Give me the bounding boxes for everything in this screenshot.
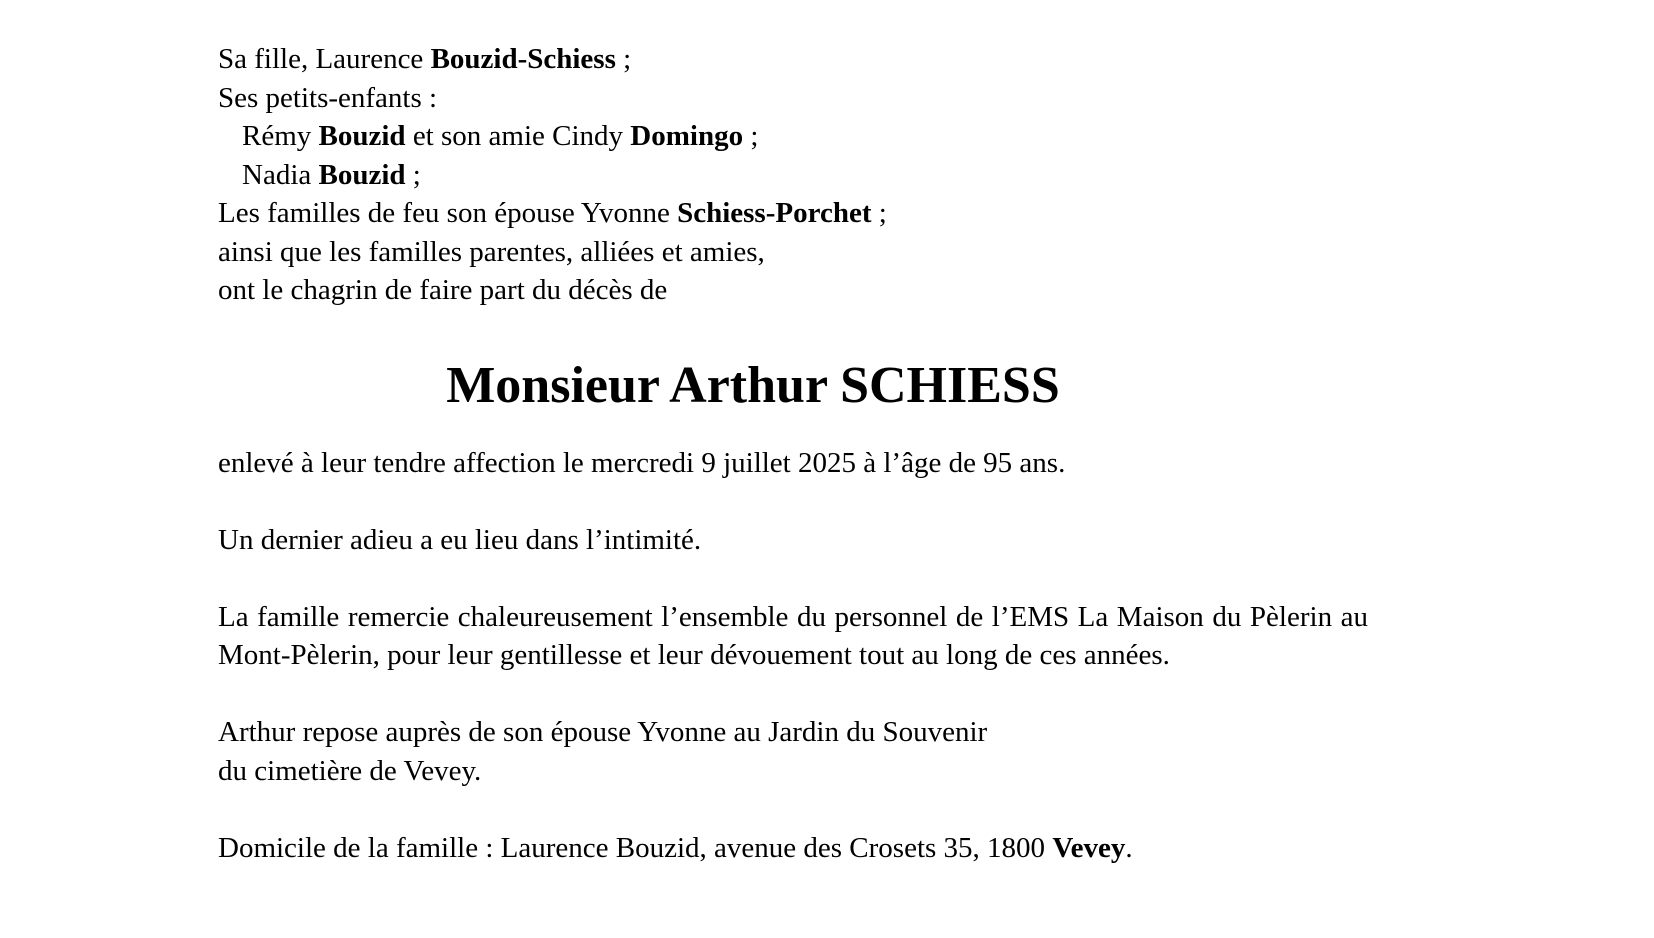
rest-line-1: Arthur repose auprès de son épouse Yvonne au Jardin du Souvenir [218,716,988,748]
passing-line: enlevé à leur tendre affection le mercredi 9 juillet 2025 à l’âge de 95 ans. [218,446,1066,479]
spouse-families-prefix: Les familles de feu son épouse Yvonne [218,197,678,229]
daughter-name: Bouzid-Schiess [430,43,616,75]
domicile-line [218,829,1368,868]
relatives-line: ainsi que les familles parentes, alliées et amies, [218,235,765,268]
grandchild2-suffix: ; [405,158,421,191]
spacer [218,675,1368,714]
grandchild1-mid: et son amie Cindy [405,120,631,152]
thanks-paragraph: La famille remercie chaleureusement l’ensemble du personnel de l’EMS La Maison du Pèlerin au Mont-Pèlerin, pour leur gentillesse et leur dévouement tout au long de ces années. [218,600,1368,671]
grandchild-line-2 [218,156,1368,195]
domicile-prefix: Domicile de la famille : Laurence Bouzid, avenue des Crosets 35, 1800 [218,831,1053,864]
farewell-line: Un dernier adieu a eu lieu dans l’intimité. [218,523,702,556]
grandchild-line-1 [218,117,1368,156]
spouse-families-line [218,194,1368,233]
obituary-notice [218,40,1368,867]
domicile-suffix: . [1125,831,1133,864]
daughter-line [218,40,1368,79]
spouse-families-name: Schiess-Porchet [677,197,872,229]
grandchild1-last: Bouzid [318,120,406,152]
spouse-families-suffix: ; [871,197,887,229]
grandchild2-first: Nadia [242,158,319,191]
daughter-prefix: Sa fille, Laurence [218,43,431,75]
spacer [218,559,1368,598]
grandchild1-suffix: ; [743,120,759,152]
deceased-name-heading: Monsieur Arthur SCHIESS [446,356,1060,414]
grandchildren-label: Ses petits-enfants : [218,81,438,114]
spacer [218,482,1368,521]
announcement-line: ont le chagrin de faire part du décès de [218,274,668,306]
rest-line-2: du cimetière de Vevey. [218,754,482,787]
grandchild1-partner-last: Domingo [630,120,744,152]
grandchild2-last: Bouzid [318,158,406,191]
domicile-city: Vevey [1052,831,1126,864]
grandchild1-first: Rémy [242,120,319,152]
spacer [218,790,1368,829]
daughter-suffix: ; [615,43,632,75]
